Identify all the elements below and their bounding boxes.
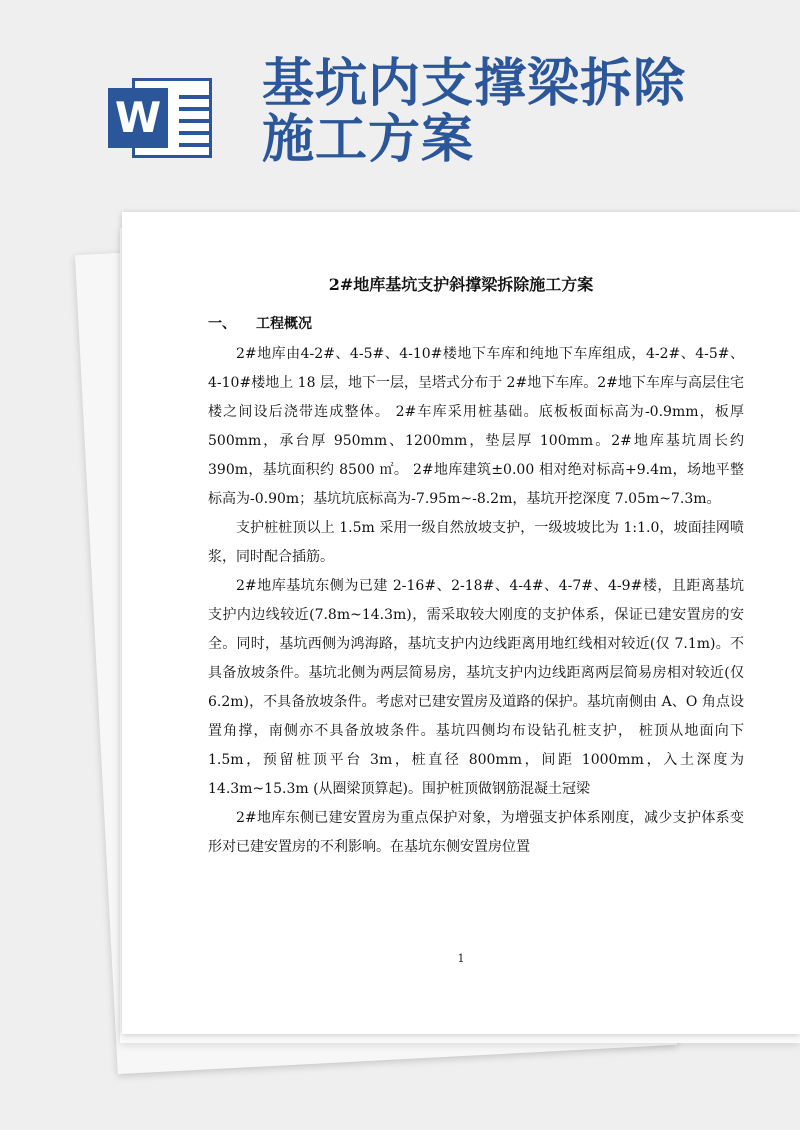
text-line-icon — [179, 131, 209, 135]
section-number: 一、 — [208, 316, 236, 332]
paragraph: 2#地库由4-2#、4-5#、4-10#楼地下车库和纯地下车库组成，4-2#、4-5#、4-10#楼地上 18 层，地下一层，呈塔式分布于 2#地下车库。2#地下车库与高层住宅楼之间设后浇带连成整体。 2#车库采用桩基础。底板板面标高为-0.9mm，板厚 500mm，承台厚 950mm、1200mm，垫层厚 100mm。2#地库基坑周长约 390m，基坑面积约 8500 ㎡。 2#地库建筑±0.00 相对绝对标高+9.4m，场地平整标高为-0.90m；基坑坑底标高为-7.95m~-8.2m，基坑开挖深度 7.05m~7.3m。 — [208, 346, 744, 507]
section-title: 工程概况 — [256, 316, 312, 332]
document-body — [208, 340, 744, 862]
banner-title — [262, 56, 792, 168]
banner-title-line2: 施工方案 — [262, 110, 475, 170]
word-w-icon: W — [108, 88, 168, 148]
text-line-icon — [179, 95, 209, 99]
paragraph: 2#地库基坑东侧为已建 2-16#、2-18#、4-4#、4-7#、4-9#楼，且距离基坑支护内边线较近(7.8m~14.3m)，需采取较大刚度的支护体系，保证已建安置房的安全。同时，基坑西侧为鸿海路，基坑支护内边线距离用地红线相对较近(仅 7.1m)。不具备放坡条件。基坑北侧为两层简易房，基坑支护内边线距离两层简易房相对较近(仅 6.2m)，不具备放坡条件。考虑对已建安置房及道路的保护。基坑南侧由 A、O 角点设置角撑，南侧亦不具备放坡条件。基坑四侧均布设钻孔桩支护， 桩顶从地面向下 1.5m，预留桩顶平台 3m，桩直径 800mm，间距 1000mm，入土深度为 14.3m~15.3m (从圈梁顶算起)。围护桩顶做钢筋混凝土冠梁 — [208, 578, 744, 797]
paragraph: 2#地库东侧已建安置房为重点保护对象，为增强支护体系刚度，减少支护体系变形对已建安置房的不利影响。在基坑东侧安置房位置 — [208, 810, 744, 855]
text-line-icon — [179, 119, 209, 123]
word-logo — [104, 76, 216, 160]
page-number: 1 — [457, 952, 465, 965]
text-line-icon — [179, 143, 209, 147]
paragraph: 支护桩桩顶以上 1.5m 采用一级自然放坡支护，一级坡坡比为 1:1.0，坡面挂网喷浆，同时配合插筋。 — [208, 520, 744, 565]
document-page — [122, 212, 800, 1034]
text-line-icon — [179, 107, 209, 111]
document-title: 2#地库基坑支护斜撑梁拆除施工方案 — [328, 275, 594, 294]
section-heading — [208, 314, 312, 334]
banner-title-line1: 基坑内支撑梁拆除 — [262, 54, 687, 114]
